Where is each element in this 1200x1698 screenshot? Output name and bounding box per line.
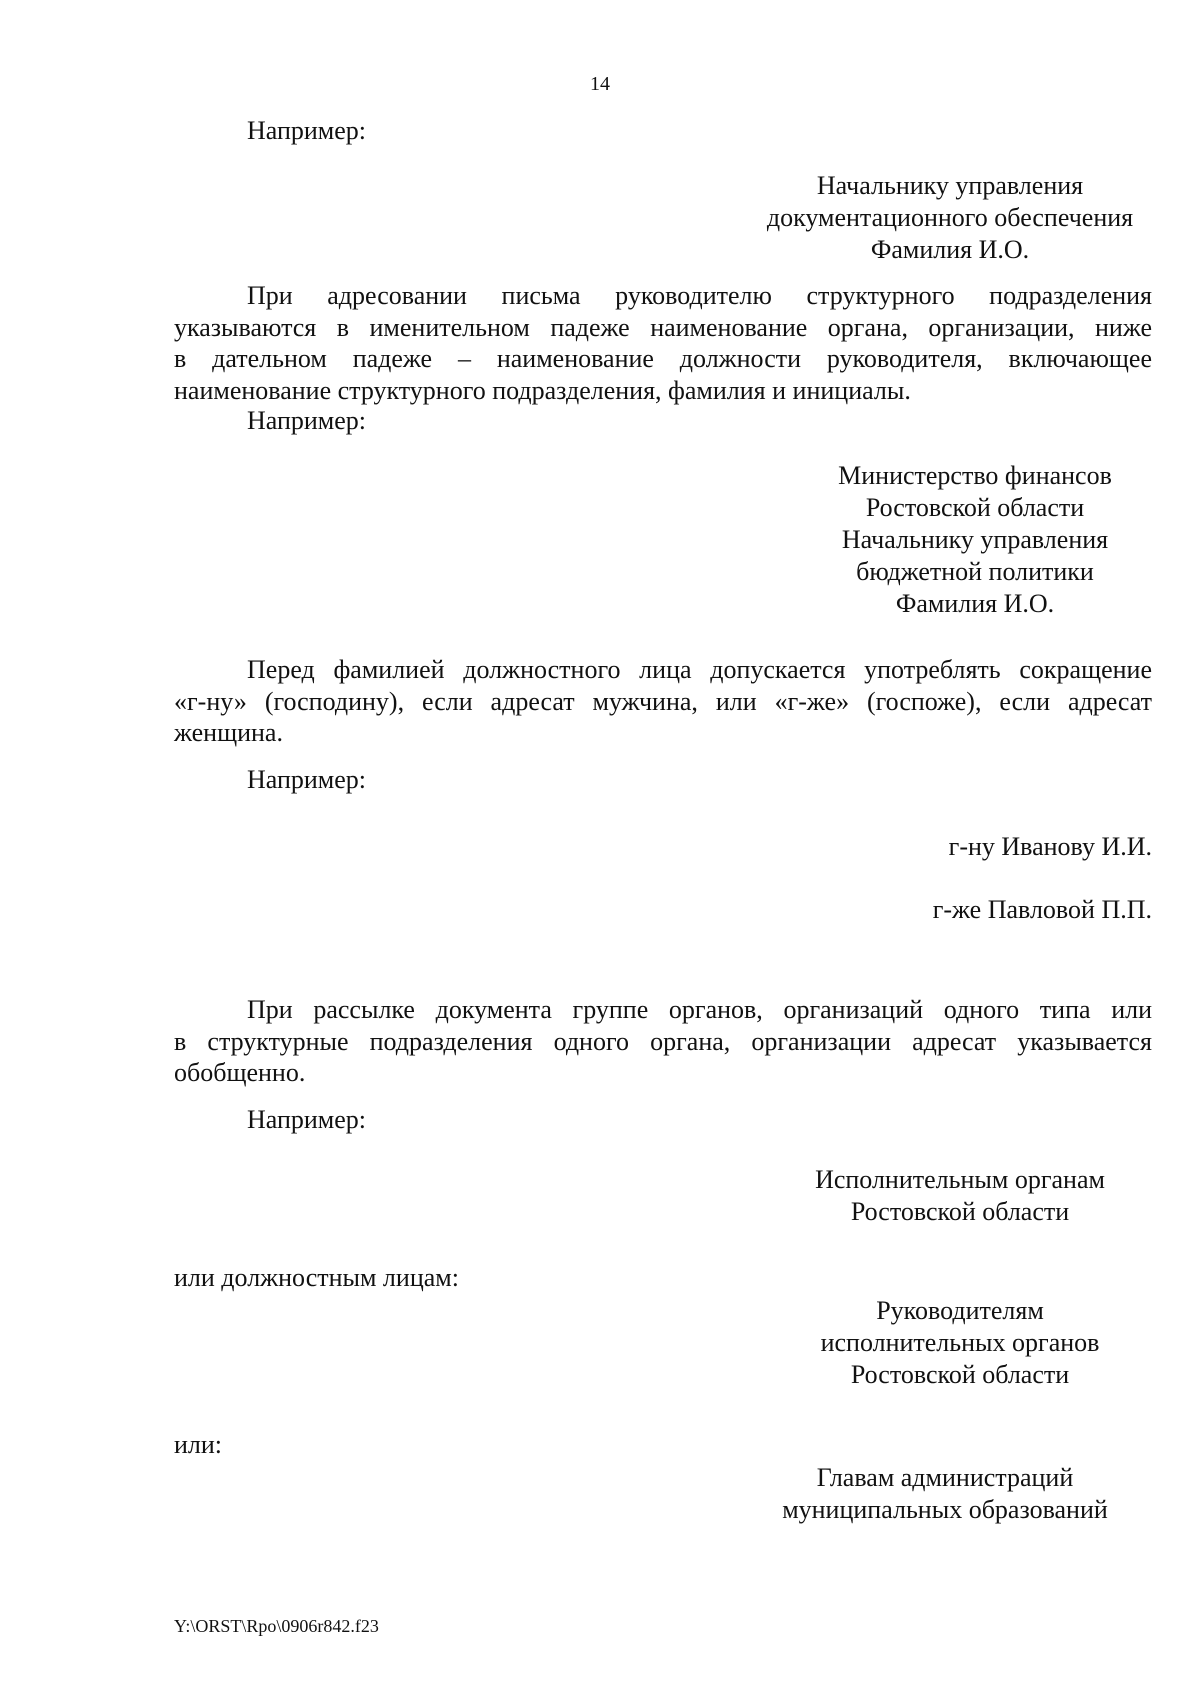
addressee-line: муниципальных образований [782,1495,1108,1524]
addressee-line: Исполнительным органам [815,1165,1105,1194]
example-label: Например: [247,406,367,435]
addressee-block-6 [745,1462,1145,1526]
addressee-line: Ростовской области [850,1360,1070,1389]
addressee-line: Ростовской области [865,493,1085,522]
paragraph-line: в структурные подразделения одного органа, организации адресат указывается [174,1026,1152,1056]
paragraph-line: Перед фамилией должностного лица допускается употреблять сокращение [247,655,1152,684]
example-label: Например: [247,1105,367,1134]
or-officials-label: или должностным лицам: [174,1263,459,1292]
paragraph-line: При адресовании письма руководителю структурного подразделения [247,281,1152,310]
example-label: Например: [247,765,367,794]
addressee-line: Начальнику управления [841,525,1109,554]
or-label: или: [174,1430,223,1459]
example-label: Например: [247,116,367,145]
addressee-line: Главам администраций [816,1463,1074,1492]
addressee-line: бюджетной политики [856,557,1094,586]
paragraph-line: указываются в именительном падеже наименование органа, организации, ниже [174,312,1152,342]
addressee-mrs: г-же Павловой П.П. [932,895,1152,924]
page-number: 14 [590,73,610,95]
addressee-line: исполнительных органов [820,1328,1100,1357]
paragraph-line: обобщенно. [174,1058,306,1087]
paragraph-line: «г-ну» (господину), если адресат мужчина, или «г-же» (госпоже), если адресат [174,686,1152,716]
paragraph-group-mailing [174,994,1152,1089]
paragraph-line: При рассылке документа группе органов, организаций одного типа или [247,995,1152,1024]
addressee-line: Руководителям [876,1296,1044,1325]
addressee-line: Министерство финансов [838,461,1112,490]
addressee-line: Начальнику управления [816,171,1084,200]
footer-file-path: Y:\ORST\Rpo\0906r842.f23 [174,1616,379,1636]
paragraph-addressing-subdivision [174,280,1152,406]
paragraph-title-abbreviation [174,654,1152,749]
paragraph-line: женщина. [174,718,283,747]
addressee-line: Фамилия И.О. [870,235,1030,264]
addressee-line: Фамилия И.О. [895,589,1055,618]
paragraph-line: в дательном падеже – наименование должности руководителя, включающее [174,344,1152,373]
addressee-block-2 [800,460,1150,620]
addressee-block-5 [780,1295,1140,1391]
addressee-block-1 [740,170,1160,266]
paragraph-line: наименование структурного подразделения, фамилия и инициалы. [174,375,911,405]
addressee-mr: г-ну Иванову И.И. [948,832,1152,861]
addressee-block-4 [760,1164,1160,1228]
addressee-line: документационного обеспечения [766,203,1134,232]
addressee-line: Ростовской области [850,1197,1070,1226]
